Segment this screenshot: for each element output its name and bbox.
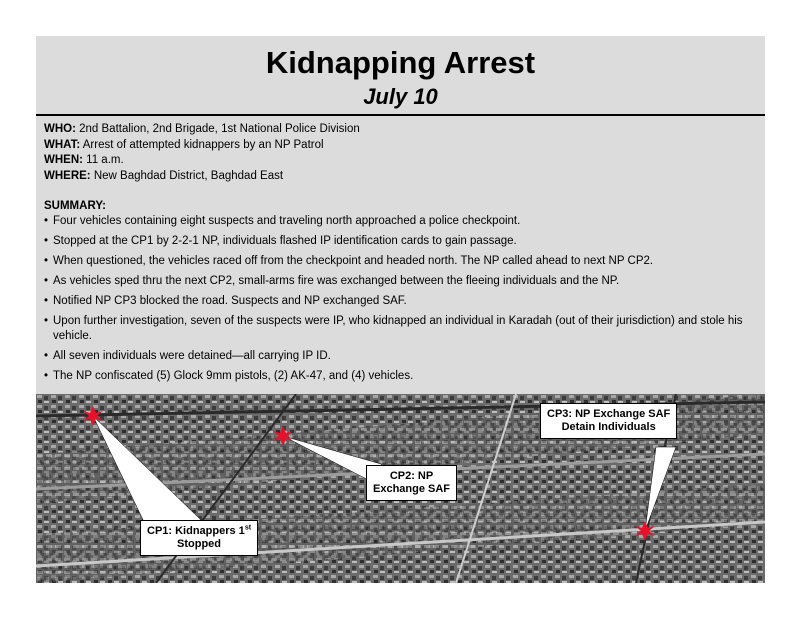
when-value: 11 a.m. [82,154,124,166]
cp1-callout-sup: st [244,524,252,532]
cp2-callout-line2: Exchange SAF [373,483,451,495]
summary-heading: SUMMARY: [44,200,106,212]
where-label: WHERE: [44,169,91,182]
what-value: Arrest of attempted kidnappers by an NP Patrol [80,138,324,151]
aerial-map [36,394,765,583]
cp1-callout-line1: CP1: Kidnappers 1 [147,525,245,537]
info-block [44,122,759,184]
cp1-callout-line2: Stopped [177,538,222,550]
summary-item: • Four vehicles containing eight suspects and traveling north approached a police checkpoint. [44,214,759,229]
page-subtitle: July 10 [363,84,438,109]
cp1-callout [140,520,258,556]
cp3-callout-line1: CP3: NP Exchange SAF [547,408,671,420]
page-title: Kidnapping Arrest [265,45,536,80]
what-row [44,138,759,154]
who-label: WHO: [44,123,76,135]
summary-list [44,214,759,389]
cp3-callout-line2: Detain Individuals [561,421,656,433]
what-label: WHAT: [44,138,81,151]
summary-item: • Upon further investigation, seven of the suspects were IP, who kidnapped an individual in Karadah (out of their jurisdiction) and stole his vehicle. [44,314,759,343]
cp2-callout [366,465,457,501]
summary-item: • The NP confiscated (5) Glock 9mm pistols, (2) AK-47, and (4) vehicles. [44,369,759,384]
summary-item: • All seven individuals were detained—all carrying IP ID. [44,349,759,364]
where-value: New Baghdad District, Baghdad East [90,169,284,182]
who-row [44,122,759,138]
summary-item: • Stopped at the CP1 by 2-2-1 NP, individuals flashed IP identification cards to gain passage. [44,234,759,249]
title-divider [36,114,765,116]
briefing-slide [36,36,765,583]
who-value: 2nd Battalion, 2nd Brigade, 1st National Police Division [75,123,360,135]
cp2-callout-line1: CP2: NP [389,470,434,482]
where-row [44,169,759,185]
summary-item: • When questioned, the vehicles raced off from the checkpoint and headed north. The NP called ahead to next NP CP2. [44,254,759,269]
summary-item: • As vehicles sped thru the next CP2, small-arms fire was exchanged between the fleeing individuals and the NP. [44,274,759,289]
summary-item: • Notified NP CP3 blocked the road. Suspects and NP exchanged SAF. [44,294,759,309]
when-label: WHEN: [44,154,83,166]
when-row [44,153,759,169]
cp3-callout [540,403,677,439]
